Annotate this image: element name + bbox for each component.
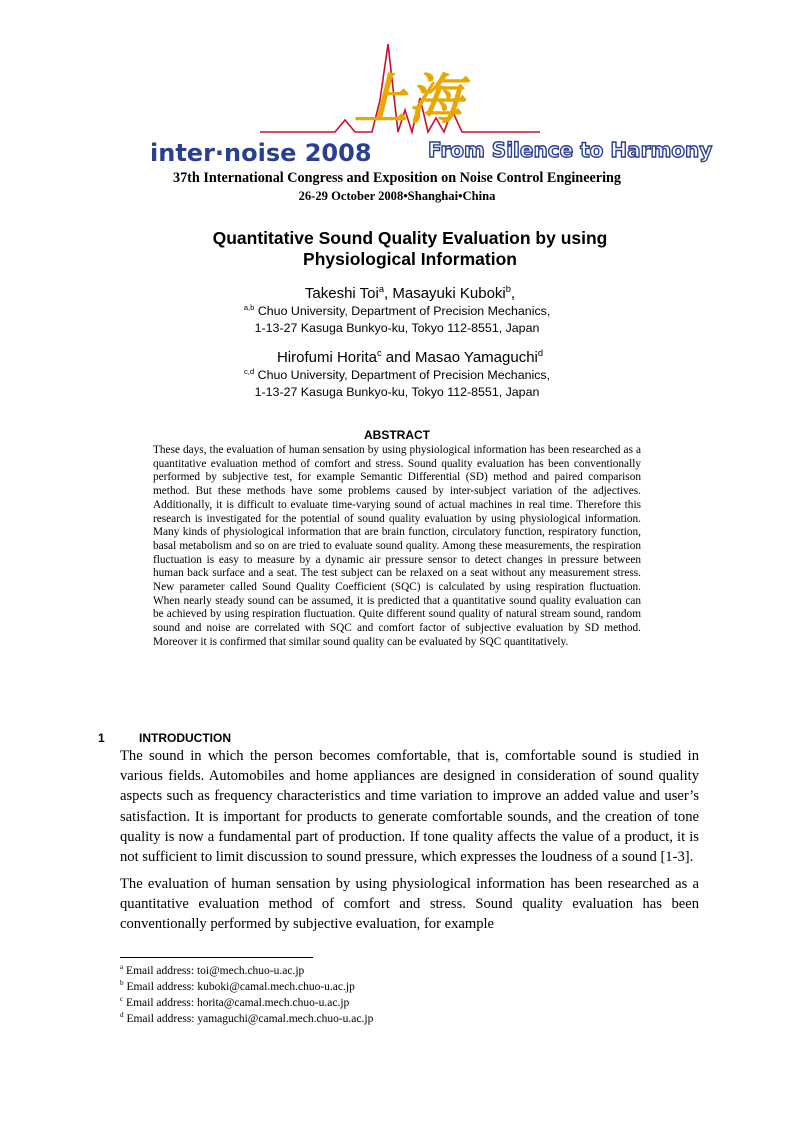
logo-slogan: From Silence to Harmony [428, 138, 713, 162]
authors-group-1 [0, 285, 794, 302]
section-number: 1 [98, 731, 105, 745]
abstract-heading: ABSTRACT [364, 428, 430, 442]
footnote-mark: a [120, 963, 124, 972]
title-line-1: Quantitative Sound Quality Evaluation by using [212, 228, 608, 248]
footnote-item [120, 995, 373, 1011]
author-mark: b [505, 284, 511, 294]
affiliation-text: Chuo University, Department of Precision Mechanics, [254, 368, 551, 382]
affiliation-line-2: 1-13-27 Kasuga Bunkyo-ku, Tokyo 112-8551, Japan [254, 385, 540, 399]
intro-paragraph-2: The evaluation of human sensation by using physiological information has been researched as a quantitative evaluation method of comfort and stress. Sound quality evaluation has been conventionally performed by subjective evaluation, for example [120, 876, 699, 933]
author-name: Takeshi Toi [304, 285, 379, 302]
conference-date-location: 26-29 October 2008•Shanghai•China [298, 189, 496, 203]
author-mark: c [376, 348, 382, 358]
author-name: Hirofumi Horita [276, 349, 377, 366]
footnote-text: Email address: yamaguchi@camal.mech.chuo-u.ac.jp [123, 1013, 374, 1025]
authors-group-2 [0, 349, 794, 366]
footnote-text: Email address: kuboki@camal.mech.chuo-u.ac.jp [123, 981, 355, 993]
affiliation-2 [0, 367, 794, 401]
affiliation-text: Chuo University, Department of Precision Mechanics, [254, 304, 551, 318]
affiliation-line-2: 1-13-27 Kasuga Bunkyo-ku, Tokyo 112-8551, Japan [254, 321, 540, 335]
author-mark: d [537, 348, 544, 358]
affiliation-line-1 [0, 303, 794, 320]
footnote-mark: c [120, 995, 124, 1004]
logo-text: inter·noise 2008 [150, 139, 372, 167]
affiliation-1 [0, 303, 794, 337]
author-name: Masao Yamaguchi [415, 349, 538, 366]
intro-paragraph-1: The sound in which the person becomes comfortable, that is, comfortable sound is studied in various fields. Automobiles and home appliances are designed in consideration of sound quality aspects such as frequency characteristics and time variation to improve an added value and user’s satisfaction. It is important for products to generate comfortable sounds, and the creation of tone quality is now a fundamental part of production. If tone quality affects the value of a product, it is not sufficient to limit discussion to sound pressure, which expresses the loudness of a sound [1-3]. [120, 748, 699, 866]
author-name: Masayuki Kuboki [392, 285, 506, 302]
title-line-2: Physiological Information [303, 249, 517, 269]
footnotes [120, 963, 373, 1027]
affiliation-line-1 [0, 367, 794, 384]
paper-title [0, 228, 794, 270]
abstract-body: These days, the evaluation of human sensation by using physiological information has been researched as a quantitative evaluation method of comfort and stress. Sound quality evaluation has been conventionally performed by subjective test, for example Semantic Differential (SD) method and paired comparison method. But these methods have some problems caused by inter-subject variation of the adjectives. Additionally, it is difficult to evaluate time-varying sound of actual machines in real time. Therefore this research is investigated for the potential of sound quality evaluation by using physiological information. Many kinds of physiological information that are brain function, circulatory function, respiratory function, basal metabolism and so on are tried to evaluate sound quality. Among these measurements, the respiration fluctuation is easy to measure by a dynamic air pressure sensor to detect changes in pressure between human back surface and a seat. The test subject can be relaxed on a seat without any measurement stress. New parameter called Sound Quality Coefficient (SQC) is calculated by using respiration fluctuation. When nearly steady sound can be assumed, it is predicted that a quantitative sound quality evaluation can be achieved by using respiration fluctuation. Quite different sound quality of natural stream sound, random sound and noise are correlated with SQC and comfort factor of subjective evaluation by SD method. Moreover it is confirmed that similar sound quality can be evaluated by SQC quantitatively. [153, 444, 641, 648]
footnote-text: Email address: horita@camal.mech.chuo-u.ac.jp [123, 997, 350, 1009]
author-separator: , [510, 285, 516, 302]
affiliation-mark: a,b [243, 302, 255, 312]
affiliation-mark: c,d [243, 366, 255, 376]
footnote-text: Email address: toi@mech.chuo-u.ac.jp [123, 965, 305, 977]
conference-name: 37th International Congress and Exposition on Noise Control Engineering [172, 170, 622, 186]
footnote-divider [120, 957, 313, 958]
footnote-item [120, 979, 373, 995]
author-separator: , [384, 285, 393, 302]
footnote-mark: b [120, 979, 124, 988]
shanghai-glyphs: 上海 [354, 68, 462, 131]
section-title: INTRODUCTION [139, 731, 231, 745]
author-separator: and [381, 349, 416, 366]
footnote-item [120, 963, 373, 979]
author-mark: a [378, 284, 385, 294]
conference-logo [0, 40, 794, 170]
section-heading [98, 731, 231, 745]
footnote-mark: d [120, 1011, 124, 1020]
footnote-item [120, 1011, 373, 1027]
